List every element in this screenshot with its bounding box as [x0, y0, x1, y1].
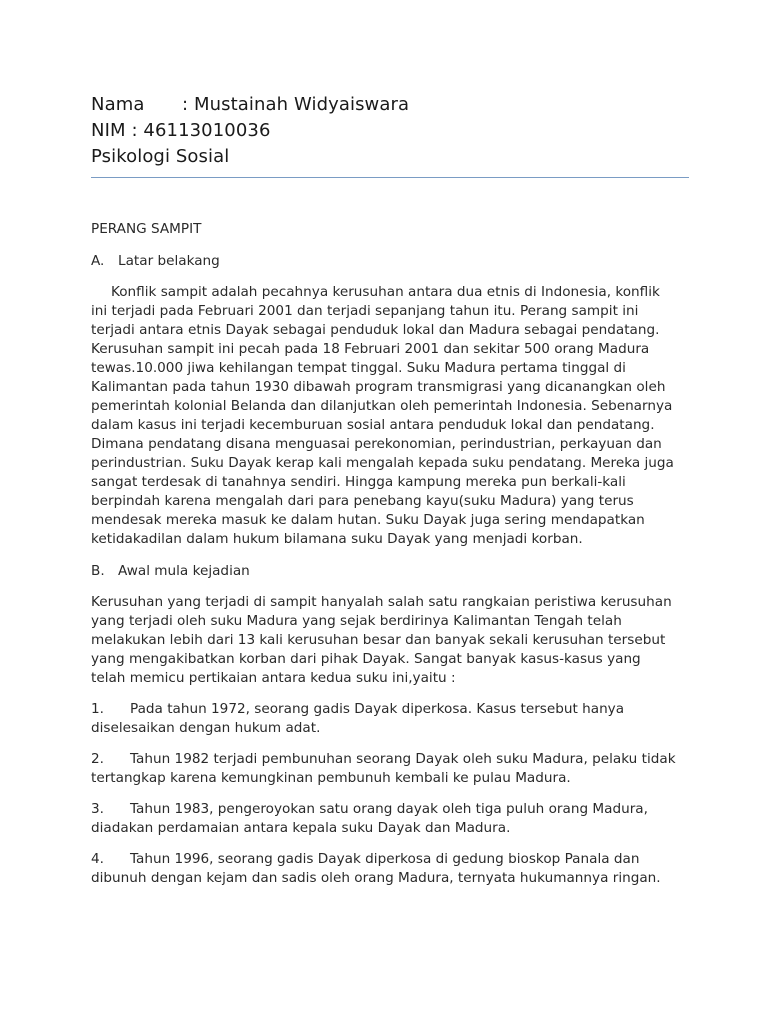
- name-line: [91, 92, 678, 118]
- header-divider: [91, 177, 689, 178]
- document-title: PERANG SAMPIT: [91, 221, 202, 237]
- paragraph-awal-mula: Kerusuhan yang terjadi di sampit hanyalah salah satu rangkaian peristiwa kerusuhan yang terjadi oleh suku Madura yang sejak berdirinya Kalimantan Tengah telah melakukan lebih dari 13 kali kerusuhan besar dan banyak sekali kerusuhan tersebut yang mengakibatkan korban dari pihak Dayak. Sangat banyak kasus-kasus yang telah memicu pertikaian antara kedua suku ini,yaitu :: [91, 594, 672, 686]
- document-header: [91, 92, 678, 178]
- section-title: Awal mula kejadian: [118, 563, 250, 579]
- list-item: [91, 800, 678, 838]
- nim-label: NIM: [91, 120, 126, 141]
- section-number: B.: [91, 563, 105, 579]
- list-item: [91, 700, 678, 738]
- section-title: Latar belakang: [118, 253, 220, 269]
- course-name: Psikologi Sosial: [91, 146, 230, 167]
- list-item-number: 1.: [91, 701, 104, 717]
- name-label: Nama: [91, 94, 145, 115]
- list-item-number: 2.: [91, 751, 104, 767]
- list-item-text: Tahun 1982 terjadi pembunuhan seorang Dayak oleh suku Madura, pelaku tidak tertangkap karena kemungkinan pembunuh kembali ke pulau Madura.: [91, 751, 676, 786]
- document-body: [91, 220, 678, 888]
- nim-line: [91, 118, 678, 144]
- section-heading-a: [91, 252, 678, 271]
- list-item-text: Tahun 1983, pengeroyokan satu orang dayak oleh tiga puluh orang Madura, diadakan perdamaian antara kepala suku Dayak dan Madura.: [91, 801, 648, 836]
- list-item: [91, 750, 678, 788]
- paragraph-latar-belakang: Konflik sampit adalah pecahnya kerusuhan antara dua etnis di Indonesia, konflik ini terjadi pada Februari 2001 dan terjadi sepanjang tahun itu. Perang sampit ini terjadi antara etnis Dayak sebagai penduduk lokal dan Madura sebagai pendatang. Kerusuhan sampit ini pecah pada 18 Februari 2001 dan sekitar 500 orang Madura tewas.10.000 jiwa kehilangan tempat tinggal. Suku Madura pertama tinggal di Kalimantan pada tahun 1930 dibawah program transmigrasi yang dicanangkan oleh pemerintah kolonial Belanda dan dilanjutkan oleh pemerintah Indonesia. Sebenarnya dalam kasus ini terjadi kecemburuan sosial antara penduduk lokal dan pendatang. Dimana pendatang disana menguasai perekonomian, perindustrian, perkayuan dan perindustrian. Suku Dayak kerap kali mengalah kepada suku pendatang. Mereka juga sangat terdesak di tanahnya sendiri. Hingga kampung mereka pun berkali-kali berpindah karena mengalah dari para penebang kayu(suku Madura) yang terus mendesak mereka masuk ke dalam hutan. Suku Dayak juga sering mendapatkan ketidakadilan dalam hukum bilamana suku Dayak yang menjadi korban.: [91, 284, 674, 547]
- list-item: [91, 850, 678, 888]
- nim-value: : 46113010036: [131, 120, 271, 141]
- name-value: : Mustainah Widyaiswara: [182, 94, 410, 115]
- list-item-text: Pada tahun 1972, seorang gadis Dayak diperkosa. Kasus tersebut hanya diselesaikan dengan hukum adat.: [91, 701, 625, 736]
- section-number: A.: [91, 253, 105, 269]
- section-heading-b: [91, 562, 678, 581]
- list-item-number: 3.: [91, 801, 104, 817]
- list-item-text: Tahun 1996, seorang gadis Dayak diperkosa di gedung bioskop Panala dan dibunuh dengan kejam dan sadis oleh orang Madura, ternyata hukumannya ringan.: [91, 851, 661, 886]
- list-item-number: 4.: [91, 851, 104, 867]
